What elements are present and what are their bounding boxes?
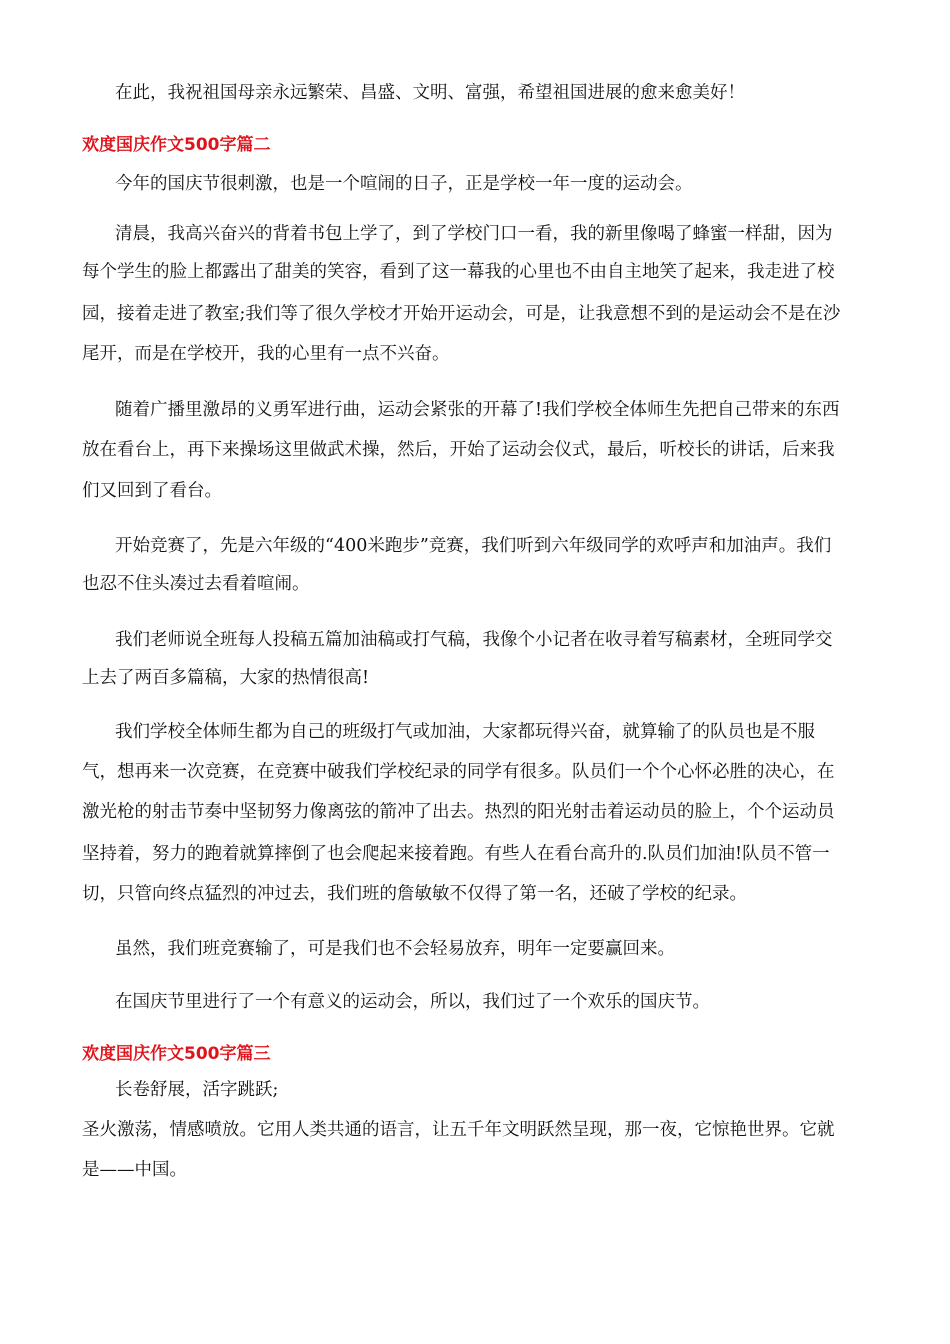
paragraph-line: 是——中国。 — [82, 1160, 187, 1180]
paragraph-line: 虽然，我们班竞赛输了，可是我们也不会轻易放弃，明年一定要赢回来。 — [115, 939, 675, 959]
paragraph-line: 我们老师说全班每人投稿五篇加油稿或打气稿，我像个小记者在收寻着写稿素材，全班同学交 — [115, 630, 833, 650]
paragraph-line: 随着广播里激昂的义勇军进行曲，运动会紧张的开幕了!我们学校全体师生先把自己带来的东西 — [115, 400, 840, 420]
paragraph-line: 每个学生的脸上都露出了甜美的笑容，看到了这一幕我的心里也不由自主地笑了起来，我走进了校 — [82, 262, 835, 282]
section-heading-3: 欢度国庆作文500字篇三 — [82, 1044, 271, 1064]
paragraph-line: 在国庆节里进行了一个有意义的运动会，所以，我们过了一个欢乐的国庆节。 — [115, 992, 710, 1012]
paragraph-line: 放在看台上，再下来操场这里做武术操，然后，开始了运动会仪式，最后，听校长的讲话，后来我 — [82, 440, 835, 460]
paragraph-line: 我们学校全体师生都为自己的班级打气或加油，大家都玩得兴奋，就算输了的队员也是不服 — [115, 722, 815, 742]
paragraph-line: 切，只管向终点猛烈的冲过去，我们班的詹敏敏不仅得了第一名，还破了学校的纪录。 — [82, 884, 747, 904]
intro-closing-line: 在此，我祝祖国母亲永远繁荣、昌盛、文明、富强，希望祖国进展的愈来愈美好！ — [115, 83, 745, 103]
paragraph-line: 坚持着，努力的跑着就算摔倒了也会爬起来接着跑。有些人在看台高升的.队员们加油!队员不管一 — [82, 844, 830, 864]
paragraph-line: 也忍不住头凑过去看着喧闹。 — [82, 574, 310, 594]
paragraph-line: 清晨，我高兴奋兴的背着书包上学了，到了学校门口一看，我的新里像喝了蜂蜜一样甜，因为 — [115, 224, 833, 244]
paragraph-line: 激光枪的射击节奏中坚韧努力像离弦的箭冲了出去。热烈的阳光射击着运动员的脸上，个个运动员 — [82, 802, 835, 822]
paragraph-line: 园，接着走进了教室;我们等了很久学校才开始开运动会，可是，让我意想不到的是运动会不是在沙 — [82, 304, 841, 324]
paragraph-line: 开始竞赛了，先是六年级的“400米跑步”竞赛，我们听到六年级同学的欢呼声和加油声。我们 — [115, 536, 832, 556]
paragraph-line: 们又回到了看台。 — [82, 481, 222, 501]
paragraph-line: 尾开，而是在学校开，我的心里有一点不兴奋。 — [82, 344, 450, 364]
paragraph-line: 今年的国庆节很刺激，也是一个喧闹的日子，正是学校一年一度的运动会。 — [115, 174, 693, 194]
section-heading-2: 欢度国庆作文500字篇二 — [82, 135, 271, 155]
paragraph-line: 气，想再来一次竞赛，在竞赛中破我们学校纪录的同学有很多。队员们一个个心怀必胜的决心，在 — [82, 762, 835, 782]
paragraph-line: 圣火激荡，情感喷放。它用人类共通的语言，让五千年文明跃然呈现，那一夜，它惊艳世界。它就 — [82, 1120, 835, 1140]
paragraph-line: 长卷舒展，活字跳跃; — [115, 1080, 279, 1100]
paragraph-line: 上去了两百多篇稿，大家的热情很高! — [82, 668, 370, 688]
